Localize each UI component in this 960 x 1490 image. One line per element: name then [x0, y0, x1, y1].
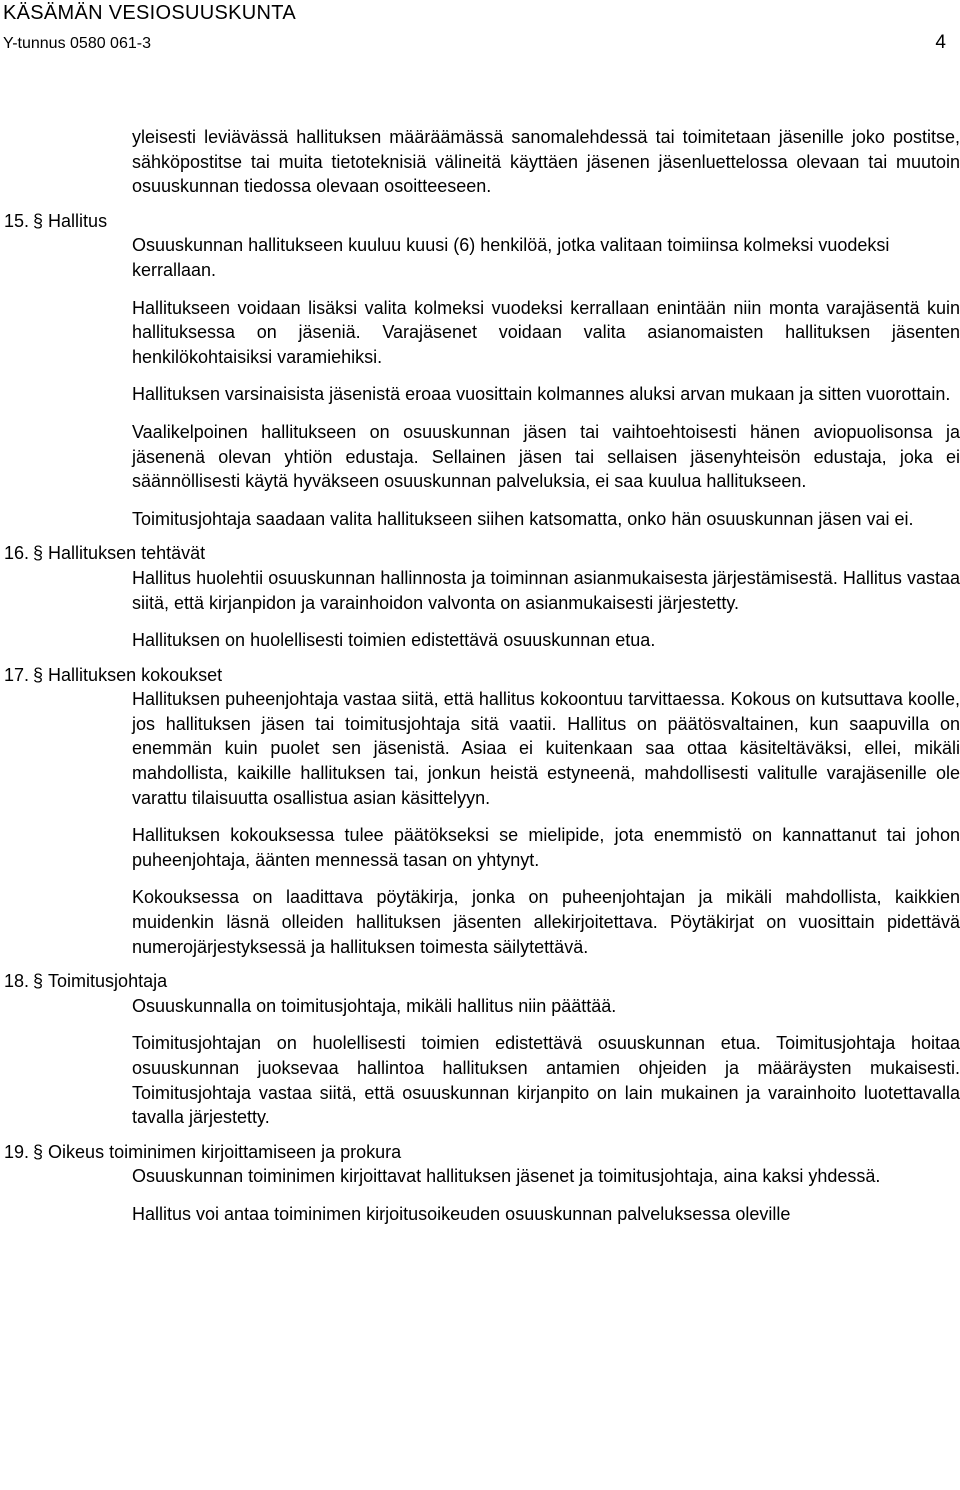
section-paragraph: Osuuskunnan toiminimen kirjoittavat hallituksen jäsenet ja toimitusjohtaja, aina kaksi yhdessä. [132, 1166, 881, 1187]
section-mark: § [33, 543, 44, 564]
intro-paragraph: yleisesti leviävässä hallituksen määräämässä sanomalehdessä tai toimitetaan jäsenille joko postitse, sähköpostitse tai muita tietoteknisiä välineitä käyttäen jäsenen jäsenluettelossa olevaan tai muutoin osuuskunnan tiedossa olevaan osoitteeseen. [132, 127, 960, 197]
section-paragraph: Hallituksen puheenjohtaja vastaa siitä, että hallitus kokoontuu tarvittaessa. Kokous on kutsuttava koolle, jos hallituksen jäsen tai toimitusjohtaja sitä vaatii. Hallitus on päätösvaltainen, kun saapuvilla on enemmän kuin puolet sen jäsenistä. Asiaa ei kuitenkaan saa ottaa käsiteltäväksi, ellei, mikäli mahdollista, kaikille hallituksen tai, jonkun heistä estyneenä, mahdollisesti valitulle varajäsenille ole varattu tilaisuutta osallistua asian käsittelyyn. [132, 689, 960, 808]
section-heading [4, 209, 960, 234]
section-paragraph: Hallitukseen voidaan lisäksi valita kolmeksi vuodeksi kerrallaan enintään niin monta varajäsentä kuin hallituksessa on jäseniä. Varajäsenet voidaan valita asianomaisten hallituksen jäsenten henkilökohtaisiksi varamiehiksi. [132, 297, 960, 367]
section-mark: § [33, 971, 44, 992]
section-heading [4, 541, 960, 566]
section-paragraph: Hallitus huolehtii osuuskunnan hallinnosta ja toiminnan asianmukaisesta järjestämisestä. Hallitus vastaa siitä, että kirjanpidon ja varainhoidon valvonta on asianmukaisesti järjestetty. [132, 567, 960, 613]
section-title: Hallituksen kokoukset [48, 664, 223, 685]
section-19 [4, 1140, 960, 1227]
section-number: 16. [4, 543, 30, 564]
section-16 [4, 541, 960, 652]
section-paragraph: Osuuskunnan hallitukseen kuuluu kuusi (6) henkilöä, jotka valitaan toimiinsa kolmeksi vuodeksi kerrallaan. [132, 235, 890, 280]
page-header [3, 2, 960, 62]
section-paragraph: Toimitusjohtaja saadaan valita hallitukseen siihen katsomatta, onko hän osuuskunnan jäsen vai ei. [132, 508, 914, 529]
section-17 [4, 663, 960, 960]
section-mark: § [33, 664, 44, 685]
organization-name: KÄSÄMÄN VESIOSUUSKUNTA [3, 2, 296, 24]
section-paragraph: Vaalikelpoinen hallitukseen on osuuskunnan jäsen tai vaihtoehtoisesti hänen aviopuolisonsa ja jäsenenä olevan yhtiön edustaja. Sellainen jäsen tai sellaisen jäsenyhteisön edustaja, joka ei säännöllisesti käytä hyväkseen osuuskunnan palveluksia, ei saa kuulua hallitukseen. [132, 421, 960, 492]
section-heading [4, 663, 960, 688]
section-paragraph: Hallituksen varsinaisista jäsenistä eroaa vuosittain kolmannes aluksi arvan mukaan ja sitten vuorottain. [132, 384, 951, 405]
section-paragraph: Kokouksessa on laadittava pöytäkirja, jonka on puheenjohtajan ja mikäli mahdollista, kaikkien muidenkin läsnä olleiden hallituksen jäsenten allekirjoitettava. Pöytäkirjat on vuosittain pidettävä numerojärjestyksessä ja hallituksen toimesta säilytettävä. [132, 887, 960, 957]
section-mark: § [33, 210, 44, 231]
section-number: 17. [4, 664, 30, 685]
section-number: 19. [4, 1141, 30, 1162]
section-title: Hallitus [48, 210, 108, 231]
section-title: Oikeus toiminimen kirjoittamiseen ja prokura [48, 1141, 402, 1162]
section-mark: § [33, 1141, 44, 1162]
section-paragraph: Toimitusjohtajan on huolellisesti toimien edistettävä osuuskunnan etua. Toimitusjohtaja hoitaa osuuskunnan juoksevaa hallintoa hallituksen antamien ohjeiden ja määräysten mukaisesti. Toimitusjohtaja vastaa siitä, että osuuskunnan kirjanpito on lain mukainen ja varainhoito luotettavalla tavalla järjestetty. [132, 1033, 960, 1128]
section-15 [4, 209, 960, 532]
section-title: Hallituksen tehtävät [48, 543, 206, 564]
section-heading [4, 969, 960, 994]
section-paragraph: Hallituksen on huolellisesti toimien edistettävä osuuskunnan etua. [132, 630, 656, 651]
section-number: 18. [4, 971, 30, 992]
section-number: 15. [4, 210, 30, 231]
business-id: Y-tunnus 0580 061-3 [3, 35, 151, 52]
section-paragraph: Hallituksen kokouksessa tulee päätökseksi se mielipide, jota enemmistö on kannattanut tai johon puheenjohtaja, äänten mennessä tasan on yhtynyt. [132, 825, 960, 870]
section-heading [4, 1140, 960, 1165]
section-paragraph: Osuuskunnalla on toimitusjohtaja, mikäli hallitus niin päättää. [132, 995, 617, 1016]
section-title: Toimitusjohtaja [48, 971, 168, 992]
section-paragraph: Hallitus voi antaa toiminimen kirjoitusoikeuden osuuskunnan palveluksessa oleville [132, 1203, 791, 1224]
page-number: 4 [935, 32, 946, 53]
document-body [4, 125, 960, 1227]
section-18 [4, 969, 960, 1130]
